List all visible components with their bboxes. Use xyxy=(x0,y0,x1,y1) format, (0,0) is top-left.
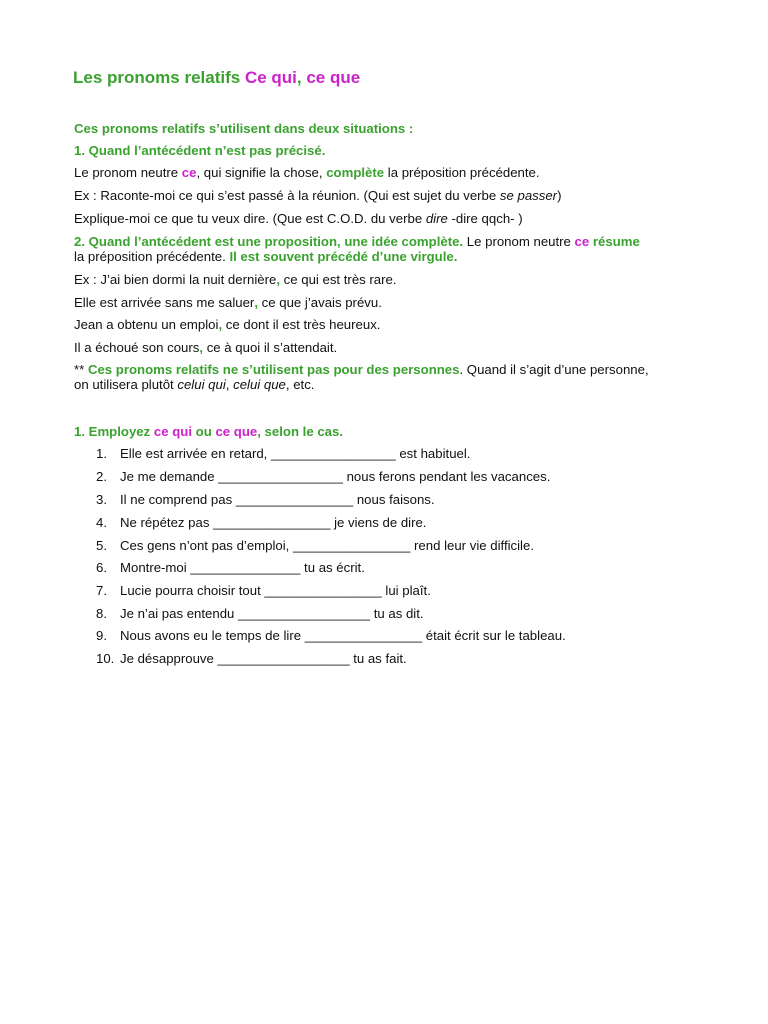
highlight-comma: , xyxy=(254,295,258,310)
item-text: Je me demande _________________ nous ferons pendant les vacances. xyxy=(120,469,551,484)
item-text: Ne répétez pas ________________ je viens de dire. xyxy=(120,515,427,530)
note-stars: ** xyxy=(74,362,88,377)
highlight-ce: ce xyxy=(574,234,590,249)
text-segment: Ex : Raconte-moi ce qui s’est passé à la réunion. (Qui est sujet du verbe xyxy=(74,188,500,203)
text-segment: Elle est arrivée sans me saluer xyxy=(74,295,255,310)
item-text: Montre-moi _______________ tu as écrit. xyxy=(120,560,365,575)
note-line-2 xyxy=(74,377,314,392)
exercise-item xyxy=(96,560,365,575)
item-number: 1. xyxy=(96,446,107,461)
item-text: Ces gens n’ont pas d’emploi, ________________ rend leur vie difficile. xyxy=(120,538,534,553)
text-segment: ce à quoi il s’attendait. xyxy=(203,340,338,355)
text-segment: , selon le cas. xyxy=(257,424,343,439)
case2-heading-line xyxy=(74,234,640,249)
page-title xyxy=(73,68,360,88)
exercise-heading xyxy=(74,424,343,439)
highlight-comma: , xyxy=(276,272,280,287)
highlight-complete: complète xyxy=(326,165,385,180)
item-number: 8. xyxy=(96,606,107,621)
title-ce-que: ce que xyxy=(306,68,361,87)
text-segment: Le pronom neutre xyxy=(74,165,182,180)
case2-line-2 xyxy=(74,249,457,264)
exercise-item xyxy=(96,583,431,598)
case2-example-4 xyxy=(74,340,337,355)
exercise-item xyxy=(96,651,407,666)
item-text: Il ne comprend pas ________________ nous faisons. xyxy=(120,492,435,507)
case2-heading: 2. Quand l’antécédent est une proposition, une idée complète. xyxy=(74,234,464,249)
item-number: 2. xyxy=(96,469,107,484)
item-number: 9. xyxy=(96,628,107,643)
italic-celui-que: celui que xyxy=(233,377,286,392)
case2-example-3 xyxy=(74,317,380,332)
highlight-resume: résume xyxy=(589,234,640,249)
exercise-item xyxy=(96,628,566,643)
title-comma: , xyxy=(296,68,307,87)
text-segment: on utilisera plutôt xyxy=(74,377,178,392)
case1-explanation xyxy=(74,165,540,180)
text-segment: -dire qqch- ) xyxy=(447,211,523,226)
highlight-ce-qui: ce qui xyxy=(153,424,192,439)
text-segment: , xyxy=(225,377,234,392)
text-segment: Jean a obtenu un emploi xyxy=(74,317,219,332)
item-number: 3. xyxy=(96,492,107,507)
text-segment: , etc. xyxy=(285,377,315,392)
text-segment: la préposition précédente. xyxy=(74,249,230,264)
case1-example-1 xyxy=(74,188,561,203)
comma-rule: Il est souvent précédé d’une virgule. xyxy=(229,249,458,264)
item-text: Lucie pourra choisir tout ________________ lui plaît. xyxy=(120,583,431,598)
intro-line: Ces pronoms relatifs s’utilisent dans deux situations : xyxy=(74,121,414,136)
text-segment: . Quand il s’agit d’une personne, xyxy=(459,362,649,377)
text-segment: ) xyxy=(557,188,562,203)
highlight-ce: ce xyxy=(181,165,197,180)
text-segment: 1. Employez xyxy=(74,424,154,439)
text-segment: ou xyxy=(192,424,216,439)
text-segment: la préposition précédente. xyxy=(384,165,540,180)
text-segment: ce qui est très rare. xyxy=(279,272,397,287)
note-warning: Ces pronoms relatifs ne s’utilisent pas pour des personnes xyxy=(87,362,460,377)
text-segment: ce que j’avais prévu. xyxy=(257,295,382,310)
highlight-comma: , xyxy=(199,340,204,355)
italic-celui-qui: celui qui xyxy=(177,377,226,392)
highlight-ce-que: ce que xyxy=(215,424,258,439)
highlight-comma: , xyxy=(218,317,223,332)
exercise-item xyxy=(96,446,470,461)
text-segment: , qui signifie la chose, xyxy=(196,165,327,180)
text-segment: Le pronom neutre xyxy=(463,234,575,249)
exercise-item xyxy=(96,606,424,621)
case2-example-2 xyxy=(74,295,382,310)
case1-example-2 xyxy=(74,211,523,226)
item-number: 4. xyxy=(96,515,107,530)
title-ce-qui: Ce qui xyxy=(244,68,297,87)
text-segment: Il a échoué son cours xyxy=(74,340,200,355)
exercise-item xyxy=(96,492,435,507)
item-text: Nous avons eu le temps de lire ________________ était écrit sur le tableau. xyxy=(120,628,566,643)
exercise-item xyxy=(96,538,534,553)
text-segment: Explique-moi ce que tu veux dire. (Que est C.O.D. du verbe xyxy=(74,211,426,226)
italic-verb: se passer xyxy=(499,188,558,203)
italic-verb: dire xyxy=(425,211,448,226)
item-number: 7. xyxy=(96,583,107,598)
exercise-item xyxy=(96,469,550,484)
title-part-1: Les pronoms relatifs xyxy=(73,68,245,87)
item-number: 6. xyxy=(96,560,107,575)
item-number: 5. xyxy=(96,538,107,553)
case2-example-1 xyxy=(74,272,397,287)
text-segment: ce dont il est très heureux. xyxy=(222,317,381,332)
case1-heading: 1. Quand l’antécédent n’est pas précisé. xyxy=(74,143,326,158)
item-text: Je n’ai pas entendu __________________ tu as dit. xyxy=(120,606,424,621)
item-number: 10. xyxy=(96,651,115,666)
text-segment: Ex : J’ai bien dormi la nuit dernière xyxy=(74,272,277,287)
exercise-item xyxy=(96,515,426,530)
note-line-1 xyxy=(74,362,649,377)
item-text: Elle est arrivée en retard, _________________ est habituel. xyxy=(120,446,471,461)
item-text: Je désapprouve __________________ tu as fait. xyxy=(120,651,407,666)
